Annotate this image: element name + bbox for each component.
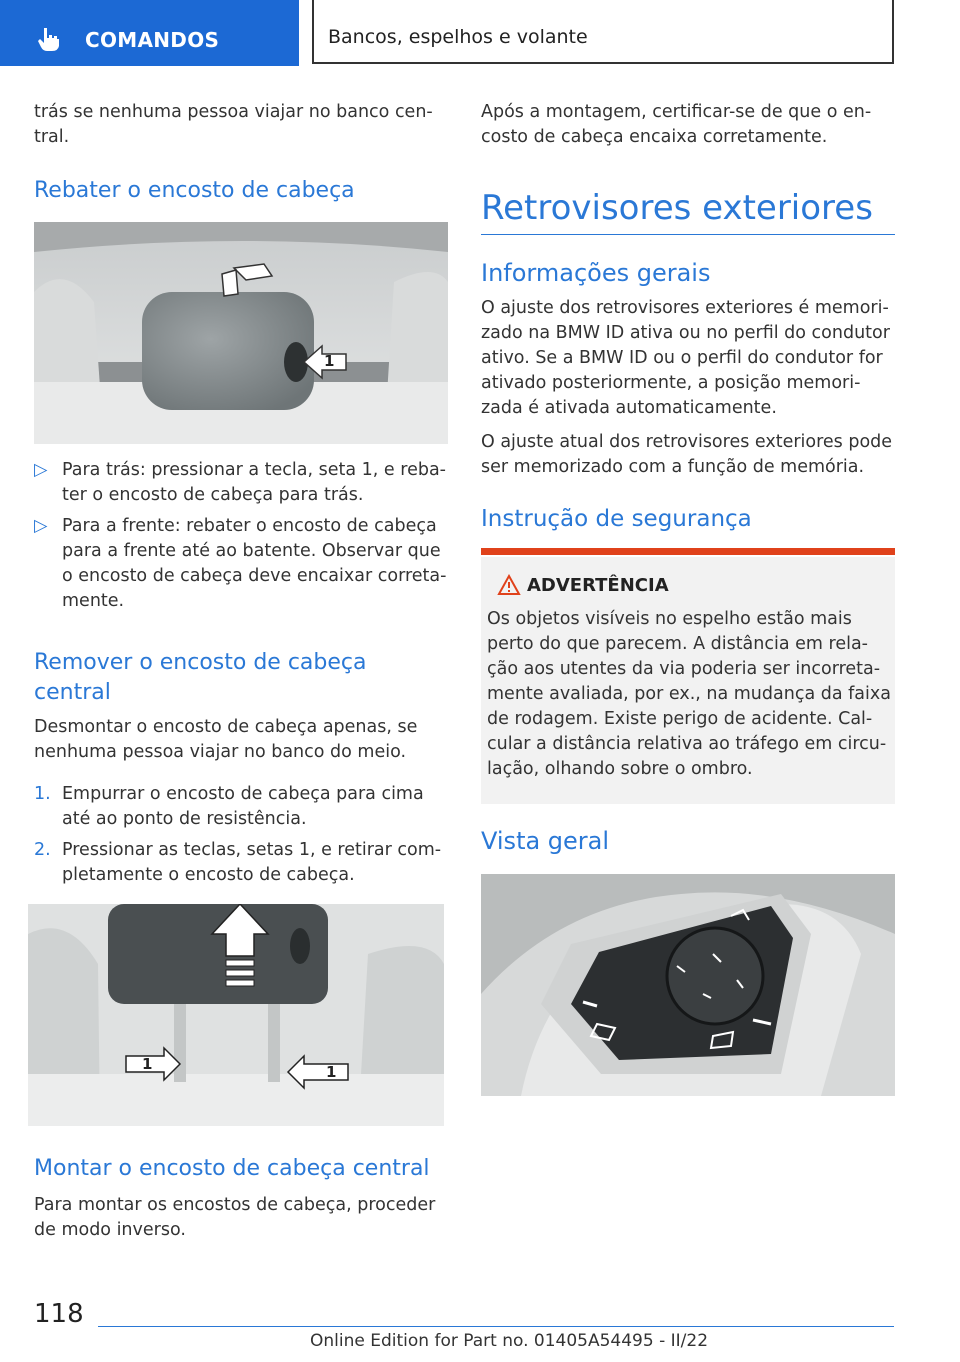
step-text: Empurrar o encosto de cabeça para cima até ao ponto de resistência. <box>62 784 424 829</box>
warning-text: Os objetos visíveis no espelho estão mais perto do que parecem. A distância em rela- ção aos utentes da via poderia ser incorreta- mente avaliada, por ex., na mudança da faixa de rodagem. Existe perigo de acidente. Cal- cular a distância relativa ao tráfego em circu- lação, olhando sobre o ombro. <box>487 609 891 779</box>
chapter-header <box>312 0 894 64</box>
chapter-label: Bancos, espelhos e volante <box>328 26 588 48</box>
callout-1-right: 1 <box>326 1063 337 1081</box>
info-paragraph-2: O ajuste atual dos retrovisores exteriores pode ser memorizado com a função de memória. <box>481 432 893 477</box>
footer-edition: Online Edition for Part no. 01405A54495 - II/22 <box>310 1331 709 1351</box>
bullet-text: Para a frente: rebater o encosto de cabeça para a frente até ao batente. Observar que o encosto de cabeça deve encaixar correta- mente. <box>62 516 447 611</box>
left-intro-text: trás se nenhuma pessoa viajar no banco cen- tral. <box>34 102 433 147</box>
montar-text: Para montar os encostos de cabeça, proceder de modo inverso. <box>34 1195 436 1240</box>
section-tab <box>0 0 299 66</box>
warning-box <box>481 557 895 804</box>
bullet-marker: ▷ <box>34 460 48 480</box>
bullet-text: Para trás: pressionar a tecla, seta 1, e reba- ter o encosto de cabeça para trás. <box>62 460 446 505</box>
step-number: 1. <box>34 784 51 804</box>
warning-title: ADVERTÊNCIA <box>527 575 669 596</box>
page-number: 118 <box>34 1299 84 1329</box>
warning-bar <box>481 548 895 555</box>
headrest-remove-image <box>28 904 444 1126</box>
bullet-marker: ▷ <box>34 516 48 536</box>
step-text: Pressionar as teclas, setas 1, e retirar com- pletamente o encosto de cabeça. <box>62 840 442 885</box>
heading-seguranca: Instrução de segurança <box>481 506 752 532</box>
info-paragraph-1: O ajuste dos retrovisores exteriores é memori- zado na BMW ID ativa ou no perfil do condutor ativo. Se a BMW ID ou o perfil do condutor for ativado posteriormente, a posição memori- zada é ativada automaticamente. <box>481 298 890 418</box>
heading-retrovisores: Retrovisores exteriores <box>481 188 873 228</box>
heading-remover: Remover o encosto de cabeça central <box>34 650 367 705</box>
hand-pointer-icon <box>36 26 62 52</box>
heading-montar: Montar o encosto de cabeça central <box>34 1156 430 1181</box>
headrest-fold-image <box>34 222 448 444</box>
callout-1-left: 1 <box>142 1055 153 1073</box>
remover-text: Desmontar o encosto de cabeça apenas, se nenhuma pessoa viajar no banco do meio. <box>34 717 418 762</box>
right-intro-text: Após a montagem, certificar-se de que o en- costo de cabeça encaixa corretamente. <box>481 102 872 147</box>
footer-rule <box>98 1326 894 1327</box>
warning-triangle-icon <box>497 574 521 596</box>
heading-rule <box>481 234 895 235</box>
section-label: COMANDOS <box>85 28 220 52</box>
mirror-control-image <box>481 874 895 1096</box>
callout-1: 1 <box>324 352 335 370</box>
heading-rebater: Rebater o encosto de cabeça <box>34 178 355 203</box>
heading-info: Informações gerais <box>481 259 711 287</box>
heading-vista: Vista geral <box>481 827 610 855</box>
step-number: 2. <box>34 840 51 860</box>
